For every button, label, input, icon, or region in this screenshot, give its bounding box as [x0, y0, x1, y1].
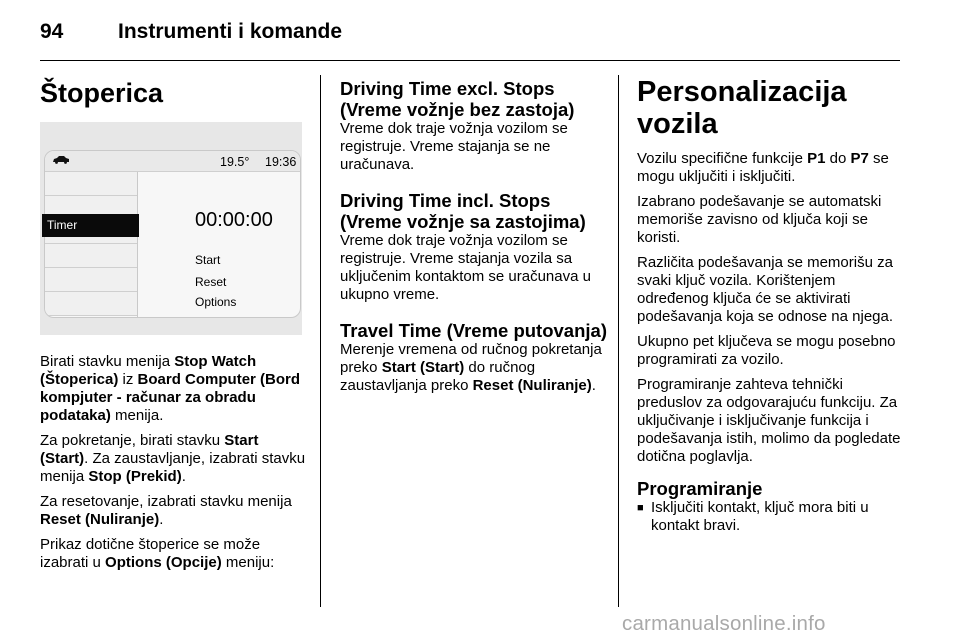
- menu-slot: [45, 244, 137, 268]
- display-menu-list: [45, 172, 138, 317]
- section-heading: Travel Time (Vreme putovanja): [340, 320, 607, 341]
- paragraph: Prikaz dotične štoperice se može izabrati u Options (Opcije) meniju:: [40, 536, 275, 571]
- display-status-bar: [45, 151, 300, 172]
- timer-value: 00:00:00: [195, 209, 273, 231]
- paragraph: Vreme dok traje vožnja vozilom se registruje. Vreme stajanja vozila sa uključenim kontaktom se uračunava u ukupno vreme.: [340, 232, 591, 303]
- section-driving-time-excl: [340, 78, 608, 174]
- display-option-options: Options: [195, 295, 237, 309]
- bullet-square-icon: ■: [637, 502, 644, 514]
- left-column: [40, 66, 308, 579]
- temperature-readout: 19.5°: [220, 155, 250, 169]
- middle-column: [340, 78, 608, 411]
- right-column: [637, 66, 905, 535]
- stopwatch-heading: Štoperica: [40, 78, 164, 108]
- header-rule: [40, 60, 900, 61]
- paragraph: Merenje vremena od ručnog pokretanja preko Start (Start) do ručnog zaustavljanja preko Reset (Nuliranje).: [340, 341, 602, 394]
- paragraph: Različita podešavanja se memorišu za svaki ključ vozila. Korištenjem određenog ključa će se aktivirati podešavanja koja se odnose na njega.: [637, 254, 894, 325]
- section-heading: Driving Time excl. Stops (Vreme vožnje bez zastoja): [340, 78, 575, 120]
- programming-heading: Programiranje: [637, 478, 763, 499]
- list-item-text: Isključiti kontakt, ključ mora biti u kontakt bravi.: [651, 499, 869, 534]
- menu-slot: [45, 268, 137, 292]
- paragraph: Programiranje zahteva tehnički preduslov za odgovarajuću funkciju. Za uključivanje i isključivanje funkcija i podešavanja istih, molimo da pogledate dotična poglavlja.: [637, 376, 901, 465]
- page-title: Instrumenti i komande: [118, 20, 343, 43]
- paragraph: Vreme dok traje vožnja vozilom se registruje. Vreme stajanja se ne uračunava.: [340, 120, 568, 173]
- display-illustration: [40, 122, 302, 335]
- column-divider-left: [320, 75, 321, 607]
- clock-readout: 19:36: [265, 155, 297, 169]
- paragraph: Za pokretanje, birati stavku Start (Start). Za zaustavljanje, izabrati stavku menija Stop (Prekid).: [40, 432, 306, 485]
- column-divider-right: [618, 75, 619, 607]
- menu-slot: [45, 172, 137, 196]
- section-travel-time: [340, 320, 608, 395]
- watermark: carmanualsonline.info: [622, 612, 826, 635]
- paragraph: Birati stavku menija Stop Watch (Štoperica) iz Board Computer (Bord kompjuter - računar za obradu podataka) menija.: [40, 353, 301, 424]
- personalization-heading: Personalizacija vozila: [637, 76, 847, 140]
- car-icon: [52, 155, 70, 164]
- section-heading: Driving Time incl. Stops (Vreme vožnje sa zastojima): [340, 190, 586, 232]
- display-selected-timer: Timer: [42, 214, 139, 237]
- menu-slot: [45, 292, 137, 316]
- section-driving-time-incl: [340, 190, 608, 304]
- display-option-start: Start: [195, 253, 221, 267]
- display-option-reset: Reset: [195, 275, 227, 289]
- paragraph: Izabrano podešavanje se automatski memoriše zavisno od ključa koji se koristi.: [637, 193, 882, 246]
- paragraph: Ukupno pet ključeva se mogu posebno programirati za vozilo.: [637, 333, 896, 368]
- page-header: [40, 20, 900, 60]
- list-item: [637, 499, 905, 535]
- paragraph: Vozilu specifične funkcije P1 do P7 se mogu uključiti i isključiti.: [637, 150, 889, 185]
- paragraph: Za resetovanje, izabrati stavku menija Reset (Nuliranje).: [40, 493, 292, 528]
- page-number: 94: [40, 20, 64, 43]
